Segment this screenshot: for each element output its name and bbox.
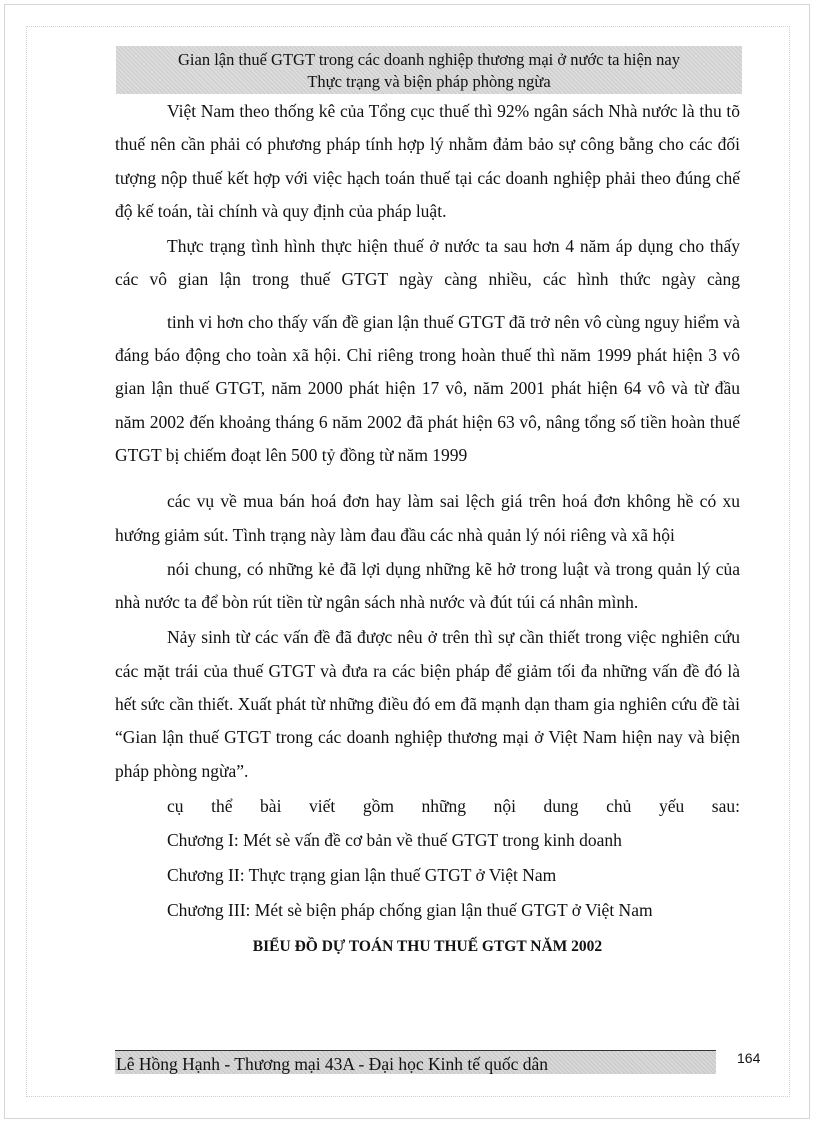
document-body: [115, 95, 740, 962]
chart-title: BIỂU ĐỒ DỰ TOÁN THU THUẾ GTGT NĂM 2002: [252, 938, 603, 956]
paragraph-fraud-cases: tinh vi hơn cho thấy vấn đề gian lận thuế GTGT đã trở nên vô cùng nguy hiểm và đáng báo động cho toàn xã hội. Chỉ riêng trong hoàn thuế thì năm 1999 phát hiện 3 vô gian lận thuế GTGT, năm 2000 phát hiện 17 vô, năm 2001 phát hiện 64 vô và từ đầu năm 2002 đến khoảng tháng 6 năm 2002 đã phát hiện 63 vô, nâng tổng số tiền hoàn thuế GTGT bị chiếm đoạt lên 500 tỷ đồng từ năm 1999: [115, 311, 740, 465]
header-title-line1: Gian lận thuế GTGT trong các doanh nghiệp thương mại ở nước ta hiện nay: [178, 50, 680, 69]
paragraph-contents-intro: cụ thể bài viết gồm những nội dung chủ yếu sau:: [167, 795, 740, 816]
paragraph-budget: Việt Nam theo thống kê của Tổng cục thuế thì 92% ngân sách Nhà nước là thu tõ thuế nên cần phải có phương pháp tính hợp lý nhằm đảm bảo sự công bằng cho các đối tượng nộp thuế kết hợp với việc hạch toán thuế tại các doanh nghiệp phải theo đúng chế độ kế toán, tài chính và quy định của pháp luật.: [115, 101, 740, 221]
page-number: 164: [737, 1050, 761, 1066]
running-header: [116, 46, 742, 94]
chapter-item: Chương I: Mét sè vấn đề cơ bản về thuế GTGT trong kinh doanh: [167, 830, 622, 851]
header-title-line2: Thực trạng và biện pháp phòng ngừa: [307, 72, 551, 91]
running-footer: Lê Hồng Hạnh - Thương mại 43A - Đại học Kinh tế quốc dân: [115, 1050, 716, 1074]
paragraph-loopholes: nói chung, có những kẻ đã lợi dụng những kẽ hở trong luật và trong quản lý của nhà nước ta để bòn rút tiền từ ngân sách nhà nước và đút túi cá nhân mình.: [115, 558, 740, 613]
paragraph-invoices: các vụ về mua bán hoá đơn hay làm sai lệch giá trên hoá đơn không hề có xu hướng giảm sút. Tình trạng này làm đau đầu các nhà quản lý nói riêng và xã hội: [115, 491, 740, 545]
chapter-item: Chương III: Mét sè biện pháp chống gian lận thuế GTGT ở Việt Nam: [167, 900, 653, 921]
paragraph-research-need: Nảy sinh từ các vấn đề đã được nêu ở trên thì sự cần thiết trong việc nghiên cứu các mặt trái của thuế GTGT và đưa ra các biện pháp để giảm tối đa những vấn đề đó là hết sức cần thiết. Xuất phát từ những điều đó em đã mạnh dạn tham gia nghiên cứu đề tài “Gian lận thuế GTGT trong các doanh nghiệp thương mại ở Việt Nam hiện nay và biện pháp phòng ngừa”.: [115, 627, 740, 781]
chapter-item: Chương II: Thực trạng gian lận thuế GTGT ở Việt Nam: [167, 865, 557, 886]
paragraph-situation: Thực trạng tình hình thực hiện thuế ở nước ta sau hơn 4 năm áp dụng cho thấy các vô gian lận trong thuế GTGT ngày càng nhiều, các hình thức ngày càng: [115, 236, 740, 290]
